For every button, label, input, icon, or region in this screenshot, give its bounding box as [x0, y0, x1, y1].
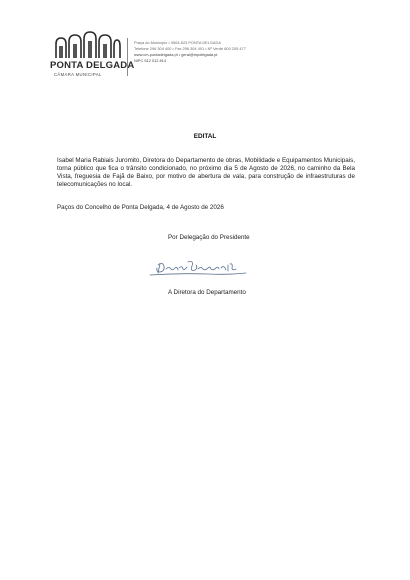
contact-web: www.cm-pontadelgada.pt • geral@mpdelgada.pt: [134, 51, 218, 57]
handwritten-signature-icon: [148, 256, 254, 280]
contact-address: Praça do Município • 9504-523 PONTA DELGADA: [134, 40, 221, 45]
contact-phones: Telefone 296 304 400 • Fax 296 304 401 • Nº Verde 800 205 477: [134, 45, 246, 51]
header-divider: [127, 38, 128, 76]
place-date: Paços do Concelho de Ponta Delgada, 4 de Agosto de 2026: [57, 204, 224, 211]
contact-block: [134, 40, 246, 64]
delegation-line: Por Delegação do Presidente: [168, 234, 250, 241]
body-paragraph: Isabel Maria Rabiais Juromito, Diretora do Departamento de obras, Mobilidade e Equipamentos Municipais, torna público que fica o trânsito condicionado, no próximo dia 5 de Agosto de 2026, no caminho da Bela Vista, freguesia de Fajã de Baixo, por motivo de abertura de vala, para construção de infraestruturas de telecomunicações no local.: [57, 157, 355, 189]
signatory-role: A Diretora do Departamento: [168, 289, 246, 296]
brand-subtitle: CÂMARA MUNICIPAL: [54, 72, 102, 77]
document-title: EDITAL: [193, 133, 217, 140]
brand-name: PONTA DELGADA: [50, 60, 135, 71]
contact-nipc: NIPC 512 012 814: [134, 57, 167, 63]
municipal-logo-icon: [50, 30, 122, 60]
